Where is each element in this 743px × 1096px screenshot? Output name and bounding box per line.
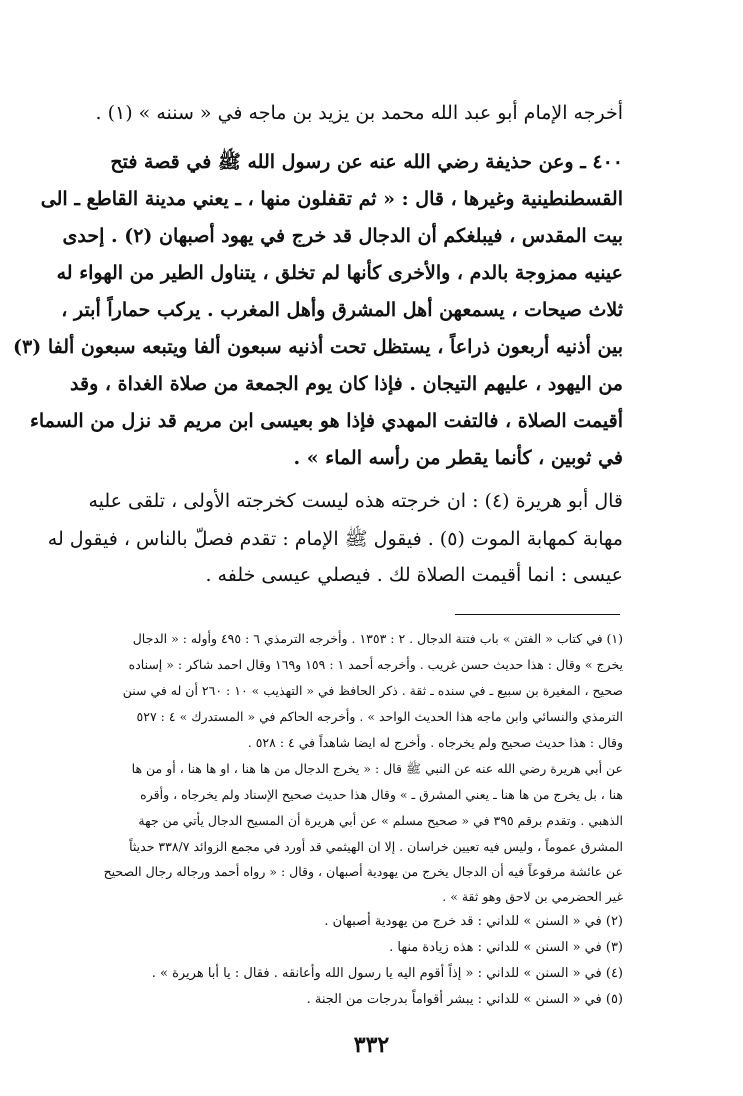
footnote-1-line-7: هنا ، بل يخرج من ها هنا ـ يعني المشرق ـ » وقال هذا حديث صحيح الإسناد ولم يخرجاه ، وأقره — [140, 787, 623, 802]
footnote-2: (٢) في « السنن » للداني : قد خرج من يهودية أصبهان . — [324, 914, 623, 929]
footnote-1-line-3: صحيح ، المغيرة بن سبيع ـ في سنده ـ ثقة . ذكر الحافظ في « التهذيب » ١٠ : ٢٦٠ أن له في سنن — [122, 683, 623, 698]
footnote-3: (٣) في « السنن » للداني : هذه زيادة منها . — [389, 940, 623, 955]
footnote-1-line-11: غير الحضرمي بن لاحق وهو ثقة » . — [442, 889, 623, 904]
footnote-separator — [455, 614, 620, 615]
footnote-1-line-2: يخرج » وقال : هذا حديث حسن غريب . وأخرجه أحمد ١ : ١٥٩ و١٦٩ وقال احمد شاكر : « إسناده — [128, 657, 623, 672]
footnote-5: (٥) في « السنن » للداني : يبشر أقواماً بدرجات من الجنة . — [306, 992, 623, 1007]
footnote-1-line-6: عن أبي هريرة رضي الله عنه عن النبي ﷺ قال : « يخرج الدجال من ها هنا ، او ها هنا ، أو من ها — [131, 761, 623, 776]
footnote-4: (٤) في « السنن » للداني : « إذاً أقوم اليه يا رسول الله وأعانقه . فقال : يا أبا هريرة » . — [151, 966, 623, 981]
footnote-1-line-5: وقال : هذا حديث صحيح ولم يخرجاه . وأخرج له ايضا شاهداً في ٤ : ٥٢٨ . — [247, 735, 623, 750]
footnote-1-line-9: المشرق عموماً ، وليس فيه تعيين خراسان . إلا ان الهيثمي قد أورد في مجمع الزوائد ٣٣٨/٧ حديثاً — [129, 839, 623, 854]
hadith-400-line-9: في ثوبين ، كأنما يقطر من رأسه الماء » . — [293, 447, 623, 469]
footnote-1-line-10: عن عائشة مرفوعاً فيه أن الدجال يخرج من يهودية أصبهان ، وقال : « رواه أحمد ورجاله رجال الصحيح — [103, 864, 623, 879]
hadith-400-line-1: ٤٠٠ ـ وعن حذيفة رضي الله عنه عن رسول الله ﷺ في قصة فتح — [110, 151, 623, 173]
intro-line: أخرجه الإمام أبو عبد الله محمد بن يزيد بن ماجه في « سننه » (١) . — [95, 102, 623, 124]
footnote-1-line-1: (١) في كتاب « الفتن » باب فتنة الدجال . ٢ : ١٣٥٣ . وأخرجه الترمذي ٦ : ٤٩٥ وأوله : « الدجال — [132, 631, 623, 646]
abu-hurayra-line-3: عيسى : انما أقيمت الصلاة لك . فيصلي عيسى خلفه . — [205, 564, 623, 586]
hadith-400-line-6: بين أذنيه أربعون ذراعاً ، يستظل تحت أذنيه سبعون ألفا ويتبعه سبعون ألفا (٣) — [13, 336, 623, 358]
footnote-1-line-8: الذهبي . وتقدم برقم ٣٩٥ في « صحيح مسلم » عن أبي هريرة أن المسيح الدجال يأتي من جهة — [138, 813, 623, 828]
hadith-400-line-4: عينيه ممزوجة بالدم ، والأخرى كأنها لم تخلق ، يتناول الطير من الهواء له — [56, 262, 623, 284]
hadith-400-line-7: من اليهود ، عليهم التيجان . فإذا كان يوم الجمعة من صلاة الغداة ، وقد — [70, 373, 623, 395]
hadith-400-line-3: بيت المقدس ، فيبلغكم أن الدجال قد خرج في يهود أصبهان (٢) . إحدى — [62, 225, 623, 247]
abu-hurayra-line-2: مهابة كمهابة الموت (٥) . فيقول ﷺ الإمام : تقدم فصلّ بالناس ، فيقول له — [47, 528, 623, 550]
hadith-400-line-8: أقيمت الصلاة ، فالتفت المهدي فإذا هو بعيسى ابن مريم قد نزل من السماء — [29, 410, 623, 432]
hadith-400-line-5: ثلاث صيحات ، يسمعهن أهل المشرق وأهل المغرب . يركب حماراً أبتر ، — [61, 299, 623, 321]
hadith-400-line-2: القسطنطينية وغيرها ، قال : « ثم تقفلون منها ، ـ يعني مدينة القاطع ـ الى — [40, 188, 623, 210]
abu-hurayra-line-1: قال أبو هريرة (٤) : ان خرجته هذه ليست كخرجته الأولى ، تلقى عليه — [88, 490, 623, 512]
footnote-1-line-4: الترمذي والنسائي وابن ماجه هذا الحديث الواحد » . وأخرجه الحاكم في « المستدرك » ٤ : ٥٢٧ — [136, 709, 623, 724]
page-number: ٣٣٢ — [353, 1032, 390, 1058]
